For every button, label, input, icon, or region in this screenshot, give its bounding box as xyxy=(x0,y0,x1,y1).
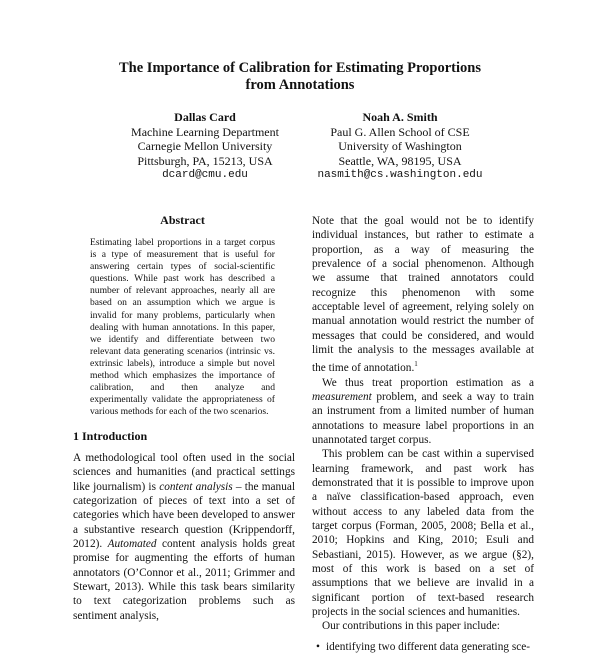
author-block-2 xyxy=(290,110,510,183)
author-address: Seattle, WA, 98195, USA xyxy=(338,153,462,168)
author-name: Noah A. Smith xyxy=(362,110,438,124)
paper-title xyxy=(0,60,600,94)
abstract-heading: Abstract xyxy=(160,213,205,227)
title-line-2: from Annotations xyxy=(245,77,355,93)
author-name: Dallas Card xyxy=(174,110,236,124)
author-org: Carnegie Mellon University xyxy=(137,139,273,153)
author-dept: Machine Learning Department xyxy=(131,124,279,139)
author-email: dcard@cmu.edu xyxy=(162,169,248,181)
author-dept: Paul G. Allen School of CSE xyxy=(330,124,470,139)
right-column xyxy=(312,214,534,654)
intro-paragraph: A methodological tool often used in the social sciences and humanities (and practical settings like journalism) is content analysis – the manual categorization of pieces of text into a set of categories which have been developed to answer a substantive research question (Krippendorff, 2012). Automated content analysis holds great promise for augmenting the efforts of human annotators (O’Connor et al., 2011; Grimmer and Stewart, 2013). While this task bears similarity to text categorization problems such as sentiment analysis, xyxy=(73,452,296,622)
intro-column xyxy=(73,451,295,623)
author-address: Pittsburgh, PA, 15213, USA xyxy=(137,153,273,168)
author-block-1 xyxy=(95,110,315,183)
author-email: nasmith@cs.washington.edu xyxy=(317,169,483,181)
title-line-1: The Importance of Calibration for Estimating Proportions xyxy=(119,60,481,76)
paragraph: Our contributions in this paper include: xyxy=(322,620,500,633)
paragraph: This problem can be cast within a supervised learning framework, and past work has demonstrated that it is possible to improve upon a naïve classification-based approach, even without access to any labeled data from the target corpus (Forman, 2005, 2008; Bella et al., 2010; Hopkins and King, 2010; Esuli and Sebastiani, 2015). However, as we argue (§2), most of this work is based on a set of assumptions that we believe are invalid in a significant portion of text-based research projects in the social sciences and humanities. xyxy=(312,448,534,619)
paragraph: Note that the goal would not be to identify individual instances, but rather to estimate a proportion, as a way of measuring the prevalence of a social phenomenon. Although we assume that trained annotators could recognize this phenomenon with some acceptable level of agreement, relying solely on manual annotation would restrict the number of messages that could be considered, and would limit the analysis to the messages available at the time of annotation.$^1$ xyxy=(312,215,534,375)
footnote-marker: 1 xyxy=(414,360,418,369)
author-org: University of Washington xyxy=(338,139,462,153)
paragraph: We thus treat proportion estimation as a measurement problem, and seek a way to train an instrument from a limited number of human annotations to measure label proportions in an unannotated target corpus. xyxy=(312,376,534,446)
bullet-item: • identifying two different data generating sce- xyxy=(312,640,534,654)
section-heading-introduction: 1 Introduction xyxy=(73,429,148,443)
abstract-text: Estimating label proportions in a target corpus is a type of measurement that is useful for answering certain types of social-scientific questions. While past work has described a number of relevant approaches, nearly all are based on an assumption which we argue is invalid for many problems, particularly when dealing with human annotations. In this paper, we identify and differentiate between two relevant data generating scenarios (intrinsic vs. extrinsic labels), introduce a simple but novel method which emphasizes the importance of calibration, and then analyze and experimentally validate the appropriateness of various methods for each of the two scenarios. xyxy=(90,237,275,418)
